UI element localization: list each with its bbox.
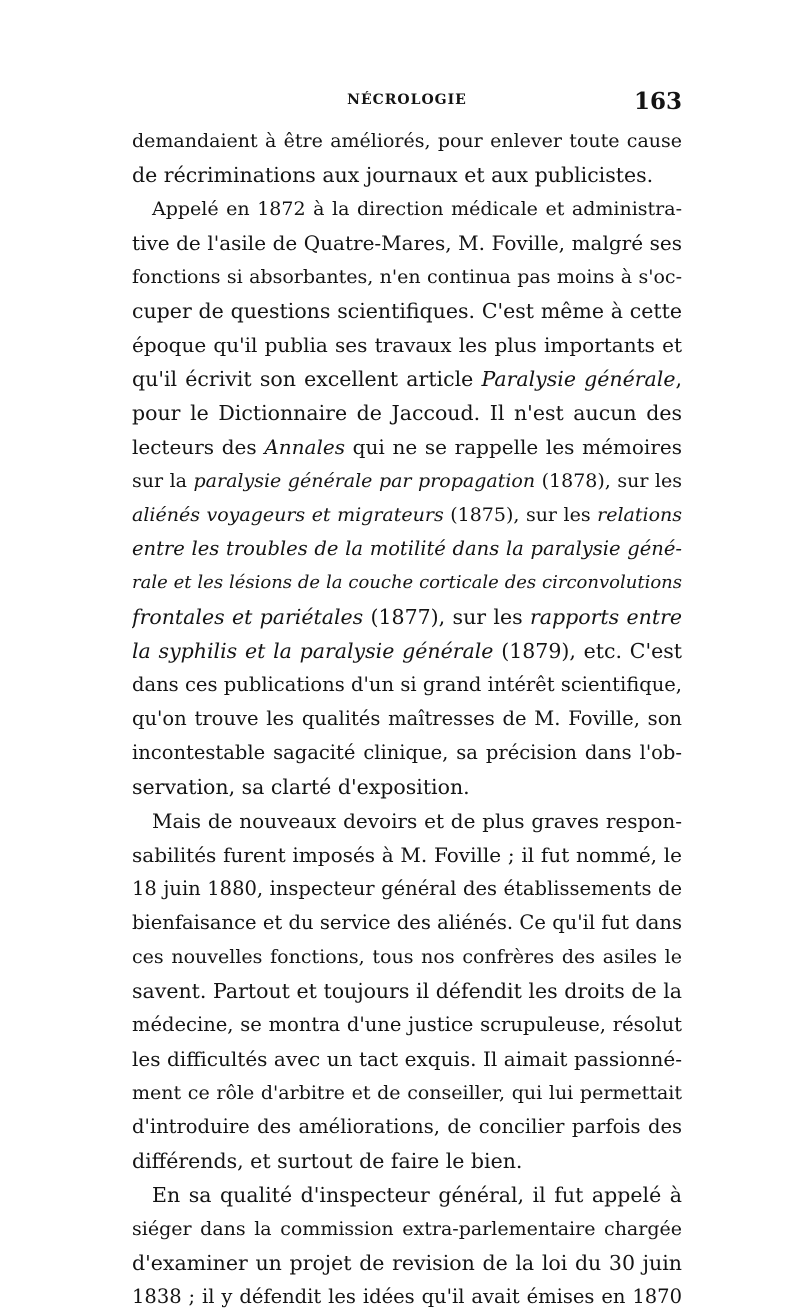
body-text	[132, 124, 682, 1314]
text-line: la syphilis et la paralysie générale (1879), etc. C'est	[132, 639, 682, 663]
text-line: sabilités furent imposés à M. Foville ; il fut nommé, le	[132, 843, 682, 867]
text-line: qu'on trouve les qualités maîtresses de M. Foville, son	[132, 707, 682, 730]
page-number: 163	[633, 88, 682, 115]
text-line: rale et les lésions de la couche corticale des circonvolutions	[132, 572, 682, 593]
text-line: aliénés voyageurs et migrateurs (1875), sur les relations	[132, 504, 682, 526]
text-line: siéger dans la commission extra-parlementaire chargée	[132, 1218, 682, 1240]
text-line: demandaient à être améliorés, pour enlever toute cause	[132, 130, 682, 152]
text-line: servation, sa clarté d'exposition.	[132, 775, 470, 799]
text-line: pour le Dictionnaire de Jaccoud. Il n'est aucun des	[132, 401, 682, 425]
text-line: d'introduire des améliorations, de concilier parfois des	[132, 1115, 682, 1138]
text-line: cuper de questions scientifiques. C'est même à cette	[132, 299, 682, 323]
running-head	[132, 88, 682, 118]
text-line: tive de l'asile de Quatre-Mares, M. Foville, malgré ses	[132, 231, 682, 255]
text-line: savent. Partout et toujours il défendit les droits de la	[132, 979, 682, 1003]
text-line: fonctions si absorbantes, n'en continua pas moins à s'oc-	[132, 266, 682, 288]
text-line: bienfaisance et du service des aliénés. Ce qu'il fut dans	[132, 911, 682, 934]
running-title: NÉCROLOGIE	[347, 92, 467, 108]
text-line: d'examiner un projet de revision de la loi du 30 juin	[132, 1251, 682, 1275]
text-line: ces nouvelles fonctions, tous nos confrères des asiles le	[132, 946, 682, 968]
text-line: Appelé en 1872 à la direction médicale et administra-	[152, 198, 682, 220]
text-line: 1838 ; il y défendit les idées qu'il avait émises en 1870	[132, 1285, 682, 1308]
text-line: incontestable sagacité clinique, sa précision dans l'ob-	[132, 741, 682, 764]
text-line: médecine, se montra d'une justice scrupuleuse, résolut	[132, 1013, 682, 1036]
text-line: frontales et pariétales (1877), sur les rapports entre	[132, 605, 682, 629]
text-line: qu'il écrivit son excellent article Paralysie générale,	[132, 367, 682, 391]
text-line: de récriminations aux journaux et aux publicistes.	[132, 163, 654, 187]
text-line: lecteurs des Annales qui ne se rappelle les mémoires	[132, 435, 682, 459]
text-line: les difficultés avec un tact exquis. Il aimait passionné-	[132, 1047, 682, 1071]
text-line: dans ces publications d'un si grand intérêt scientifique,	[132, 673, 682, 696]
text-line: entre les troubles de la motilité dans la paralysie géné-	[132, 537, 682, 560]
text-line: Mais de nouveaux devoirs et de plus graves respon-	[152, 809, 682, 833]
text-line: différends, et surtout de faire le bien.	[132, 1149, 523, 1173]
text-line: ment ce rôle d'arbitre et de conseiller, qui lui permettait	[132, 1082, 682, 1104]
text-line: En sa qualité d'inspecteur général, il fut appelé à	[152, 1183, 682, 1207]
text-line: 18 juin 1880, inspecteur général des établissements de	[132, 877, 682, 900]
text-line: sur la paralysie générale par propagation (1878), sur les	[132, 470, 682, 492]
text-line: époque qu'il publia ses travaux les plus importants et	[132, 333, 682, 357]
